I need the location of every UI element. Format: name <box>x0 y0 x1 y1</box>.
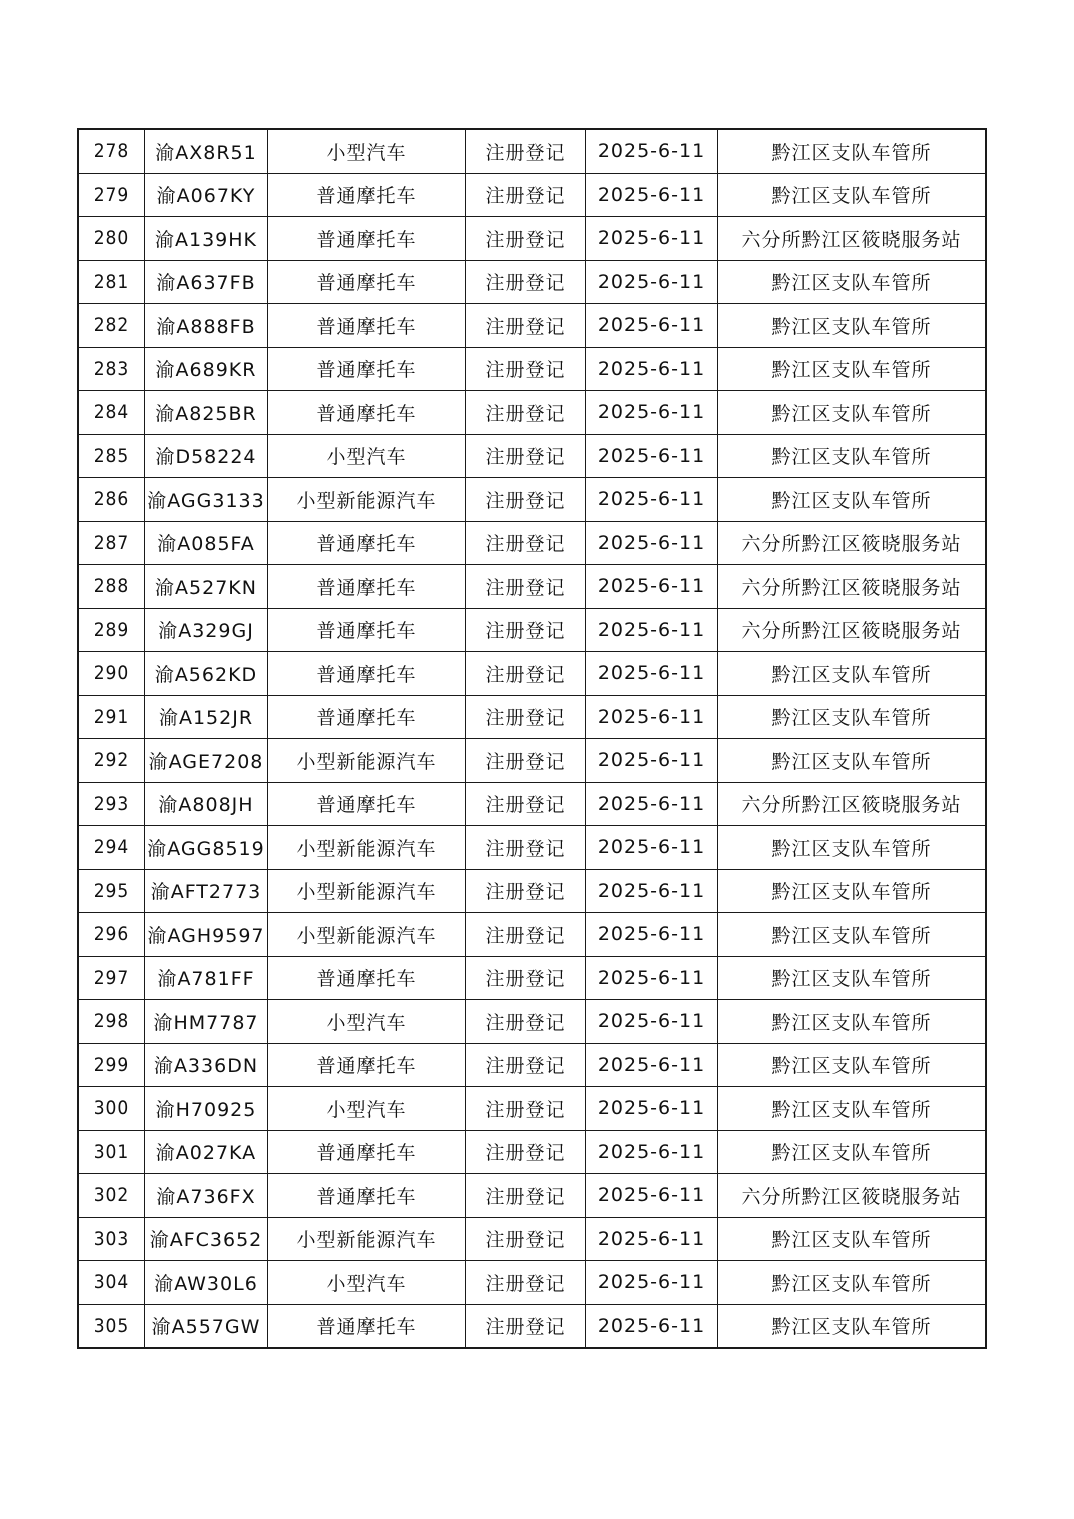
business-type-cell: 注册登记 <box>466 695 586 739</box>
office-cell: 六分所黔江区筱晓服务站 <box>718 608 987 652</box>
row-index-cell: 286 <box>78 478 145 522</box>
office-cell: 黔江区支队车管所 <box>718 1217 987 1261</box>
plate-number-cell: 渝AX8R51 <box>145 129 268 173</box>
row-index-cell: 284 <box>78 391 145 435</box>
table-row <box>78 695 986 739</box>
vehicle-type-cell: 普通摩托车 <box>268 347 466 391</box>
office-cell: 黔江区支队车管所 <box>718 652 987 696</box>
date-cell: 2025-6-11 <box>586 869 718 913</box>
vehicle-type-cell: 普通摩托车 <box>268 391 466 435</box>
table-row <box>78 434 986 478</box>
date-cell: 2025-6-11 <box>586 913 718 957</box>
business-type-cell: 注册登记 <box>466 434 586 478</box>
plate-number-cell: 渝A781FF <box>145 956 268 1000</box>
row-index-cell: 300 <box>78 1087 145 1131</box>
office-cell: 黔江区支队车管所 <box>718 173 987 217</box>
vehicle-type-cell: 普通摩托车 <box>268 1174 466 1218</box>
vehicle-type-cell: 普通摩托车 <box>268 521 466 565</box>
office-cell: 黔江区支队车管所 <box>718 1261 987 1305</box>
business-type-cell: 注册登记 <box>466 260 586 304</box>
row-index-cell: 278 <box>78 129 145 173</box>
plate-number-cell: 渝AW30L6 <box>145 1261 268 1305</box>
business-type-cell: 注册登记 <box>466 1261 586 1305</box>
plate-number-cell: 渝AGE7208 <box>145 739 268 783</box>
plate-number-cell: 渝AGH9597 <box>145 913 268 957</box>
date-cell: 2025-6-11 <box>586 1043 718 1087</box>
table-row <box>78 782 986 826</box>
date-cell: 2025-6-11 <box>586 1217 718 1261</box>
table-row <box>78 608 986 652</box>
row-index-cell: 303 <box>78 1217 145 1261</box>
business-type-cell: 注册登记 <box>466 1087 586 1131</box>
business-type-cell: 注册登记 <box>466 1217 586 1261</box>
vehicle-type-cell: 小型汽车 <box>268 129 466 173</box>
row-index-cell: 304 <box>78 1261 145 1305</box>
table-row <box>78 391 986 435</box>
office-cell: 黔江区支队车管所 <box>718 695 987 739</box>
table-row <box>78 1130 986 1174</box>
business-type-cell: 注册登记 <box>466 1043 586 1087</box>
vehicle-type-cell: 普通摩托车 <box>268 956 466 1000</box>
table-row <box>78 826 986 870</box>
plate-number-cell: 渝A085FA <box>145 521 268 565</box>
date-cell: 2025-6-11 <box>586 782 718 826</box>
registration-table-body <box>78 129 986 1348</box>
business-type-cell: 注册登记 <box>466 826 586 870</box>
office-cell: 黔江区支队车管所 <box>718 913 987 957</box>
row-index-cell: 298 <box>78 1000 145 1044</box>
plate-number-cell: 渝A336DN <box>145 1043 268 1087</box>
table-row <box>78 565 986 609</box>
row-index-cell: 283 <box>78 347 145 391</box>
vehicle-type-cell: 普通摩托车 <box>268 652 466 696</box>
date-cell: 2025-6-11 <box>586 217 718 261</box>
row-index-cell: 301 <box>78 1130 145 1174</box>
plate-number-cell: 渝AGG8519 <box>145 826 268 870</box>
vehicle-type-cell: 普通摩托车 <box>268 1304 466 1348</box>
vehicle-type-cell: 小型新能源汽车 <box>268 1217 466 1261</box>
business-type-cell: 注册登记 <box>466 913 586 957</box>
plate-number-cell: 渝A637FB <box>145 260 268 304</box>
row-index-cell: 285 <box>78 434 145 478</box>
business-type-cell: 注册登记 <box>466 652 586 696</box>
date-cell: 2025-6-11 <box>586 956 718 1000</box>
business-type-cell: 注册登记 <box>466 1130 586 1174</box>
vehicle-type-cell: 普通摩托车 <box>268 260 466 304</box>
business-type-cell: 注册登记 <box>466 565 586 609</box>
business-type-cell: 注册登记 <box>466 217 586 261</box>
table-row <box>78 739 986 783</box>
row-index-cell: 292 <box>78 739 145 783</box>
business-type-cell: 注册登记 <box>466 956 586 1000</box>
plate-number-cell: 渝A825BR <box>145 391 268 435</box>
registration-table <box>77 128 987 1349</box>
office-cell: 黔江区支队车管所 <box>718 434 987 478</box>
vehicle-type-cell: 小型汽车 <box>268 434 466 478</box>
plate-number-cell: 渝A808JH <box>145 782 268 826</box>
plate-number-cell: 渝A329GJ <box>145 608 268 652</box>
date-cell: 2025-6-11 <box>586 521 718 565</box>
date-cell: 2025-6-11 <box>586 434 718 478</box>
table-row <box>78 304 986 348</box>
plate-number-cell: 渝A027KA <box>145 1130 268 1174</box>
table-row <box>78 869 986 913</box>
business-type-cell: 注册登记 <box>466 869 586 913</box>
table-row <box>78 913 986 957</box>
business-type-cell: 注册登记 <box>466 304 586 348</box>
row-index-cell: 289 <box>78 608 145 652</box>
row-index-cell: 296 <box>78 913 145 957</box>
business-type-cell: 注册登记 <box>466 608 586 652</box>
business-type-cell: 注册登记 <box>466 1174 586 1218</box>
table-row <box>78 1087 986 1131</box>
office-cell: 黔江区支队车管所 <box>718 1087 987 1131</box>
office-cell: 六分所黔江区筱晓服务站 <box>718 217 987 261</box>
business-type-cell: 注册登记 <box>466 478 586 522</box>
table-row <box>78 1217 986 1261</box>
date-cell: 2025-6-11 <box>586 565 718 609</box>
vehicle-type-cell: 普通摩托车 <box>268 782 466 826</box>
row-index-cell: 299 <box>78 1043 145 1087</box>
vehicle-type-cell: 普通摩托车 <box>268 173 466 217</box>
date-cell: 2025-6-11 <box>586 391 718 435</box>
plate-number-cell: 渝HM7787 <box>145 1000 268 1044</box>
plate-number-cell: 渝D58224 <box>145 434 268 478</box>
office-cell: 黔江区支队车管所 <box>718 869 987 913</box>
plate-number-cell: 渝A736FX <box>145 1174 268 1218</box>
row-index-cell: 287 <box>78 521 145 565</box>
date-cell: 2025-6-11 <box>586 1174 718 1218</box>
row-index-cell: 282 <box>78 304 145 348</box>
row-index-cell: 297 <box>78 956 145 1000</box>
vehicle-type-cell: 小型汽车 <box>268 1261 466 1305</box>
office-cell: 黔江区支队车管所 <box>718 260 987 304</box>
vehicle-type-cell: 普通摩托车 <box>268 695 466 739</box>
table-row <box>78 1174 986 1218</box>
office-cell: 黔江区支队车管所 <box>718 739 987 783</box>
office-cell: 黔江区支队车管所 <box>718 1130 987 1174</box>
table-row <box>78 260 986 304</box>
vehicle-type-cell: 普通摩托车 <box>268 217 466 261</box>
vehicle-type-cell: 小型新能源汽车 <box>268 739 466 783</box>
date-cell: 2025-6-11 <box>586 1304 718 1348</box>
row-index-cell: 281 <box>78 260 145 304</box>
office-cell: 黔江区支队车管所 <box>718 391 987 435</box>
office-cell: 黔江区支队车管所 <box>718 1000 987 1044</box>
office-cell: 六分所黔江区筱晓服务站 <box>718 782 987 826</box>
vehicle-type-cell: 普通摩托车 <box>268 1043 466 1087</box>
plate-number-cell: 渝A527KN <box>145 565 268 609</box>
office-cell: 六分所黔江区筱晓服务站 <box>718 521 987 565</box>
vehicle-type-cell: 小型新能源汽车 <box>268 869 466 913</box>
date-cell: 2025-6-11 <box>586 652 718 696</box>
office-cell: 黔江区支队车管所 <box>718 478 987 522</box>
date-cell: 2025-6-11 <box>586 129 718 173</box>
business-type-cell: 注册登记 <box>466 1304 586 1348</box>
office-cell: 黔江区支队车管所 <box>718 1304 987 1348</box>
table-row <box>78 478 986 522</box>
vehicle-type-cell: 小型新能源汽车 <box>268 913 466 957</box>
table-row <box>78 1261 986 1305</box>
office-cell: 六分所黔江区筱晓服务站 <box>718 565 987 609</box>
vehicle-type-cell: 小型汽车 <box>268 1087 466 1131</box>
row-index-cell: 305 <box>78 1304 145 1348</box>
office-cell: 黔江区支队车管所 <box>718 826 987 870</box>
plate-number-cell: 渝AGG3133 <box>145 478 268 522</box>
vehicle-type-cell: 普通摩托车 <box>268 304 466 348</box>
office-cell: 黔江区支队车管所 <box>718 129 987 173</box>
row-index-cell: 288 <box>78 565 145 609</box>
business-type-cell: 注册登记 <box>466 347 586 391</box>
table-row <box>78 956 986 1000</box>
plate-number-cell: 渝A139HK <box>145 217 268 261</box>
plate-number-cell: 渝AFC3652 <box>145 1217 268 1261</box>
date-cell: 2025-6-11 <box>586 1130 718 1174</box>
table-row <box>78 521 986 565</box>
table-row <box>78 347 986 391</box>
row-index-cell: 294 <box>78 826 145 870</box>
row-index-cell: 290 <box>78 652 145 696</box>
business-type-cell: 注册登记 <box>466 391 586 435</box>
business-type-cell: 注册登记 <box>466 521 586 565</box>
business-type-cell: 注册登记 <box>466 173 586 217</box>
date-cell: 2025-6-11 <box>586 173 718 217</box>
row-index-cell: 293 <box>78 782 145 826</box>
date-cell: 2025-6-11 <box>586 739 718 783</box>
office-cell: 黔江区支队车管所 <box>718 956 987 1000</box>
table-row <box>78 1043 986 1087</box>
row-index-cell: 302 <box>78 1174 145 1218</box>
office-cell: 六分所黔江区筱晓服务站 <box>718 1174 987 1218</box>
date-cell: 2025-6-11 <box>586 347 718 391</box>
date-cell: 2025-6-11 <box>586 826 718 870</box>
row-index-cell: 280 <box>78 217 145 261</box>
plate-number-cell: 渝A557GW <box>145 1304 268 1348</box>
table-row <box>78 173 986 217</box>
table-row <box>78 1304 986 1348</box>
table-row <box>78 129 986 173</box>
business-type-cell: 注册登记 <box>466 129 586 173</box>
plate-number-cell: 渝A152JR <box>145 695 268 739</box>
office-cell: 黔江区支队车管所 <box>718 347 987 391</box>
row-index-cell: 279 <box>78 173 145 217</box>
business-type-cell: 注册登记 <box>466 1000 586 1044</box>
vehicle-type-cell: 普通摩托车 <box>268 1130 466 1174</box>
date-cell: 2025-6-11 <box>586 478 718 522</box>
office-cell: 黔江区支队车管所 <box>718 304 987 348</box>
date-cell: 2025-6-11 <box>586 304 718 348</box>
plate-number-cell: 渝A562KD <box>145 652 268 696</box>
date-cell: 2025-6-11 <box>586 1000 718 1044</box>
vehicle-type-cell: 普通摩托车 <box>268 565 466 609</box>
vehicle-type-cell: 小型新能源汽车 <box>268 478 466 522</box>
date-cell: 2025-6-11 <box>586 1087 718 1131</box>
date-cell: 2025-6-11 <box>586 695 718 739</box>
table-row <box>78 652 986 696</box>
plate-number-cell: 渝A888FB <box>145 304 268 348</box>
table-row <box>78 217 986 261</box>
plate-number-cell: 渝AFT2773 <box>145 869 268 913</box>
business-type-cell: 注册登记 <box>466 782 586 826</box>
plate-number-cell: 渝A689KR <box>145 347 268 391</box>
business-type-cell: 注册登记 <box>466 739 586 783</box>
plate-number-cell: 渝H70925 <box>145 1087 268 1131</box>
row-index-cell: 291 <box>78 695 145 739</box>
vehicle-type-cell: 小型汽车 <box>268 1000 466 1044</box>
vehicle-type-cell: 普通摩托车 <box>268 608 466 652</box>
date-cell: 2025-6-11 <box>586 608 718 652</box>
office-cell: 黔江区支队车管所 <box>718 1043 987 1087</box>
date-cell: 2025-6-11 <box>586 1261 718 1305</box>
date-cell: 2025-6-11 <box>586 260 718 304</box>
vehicle-type-cell: 小型新能源汽车 <box>268 826 466 870</box>
plate-number-cell: 渝A067KY <box>145 173 268 217</box>
table-row <box>78 1000 986 1044</box>
row-index-cell: 295 <box>78 869 145 913</box>
